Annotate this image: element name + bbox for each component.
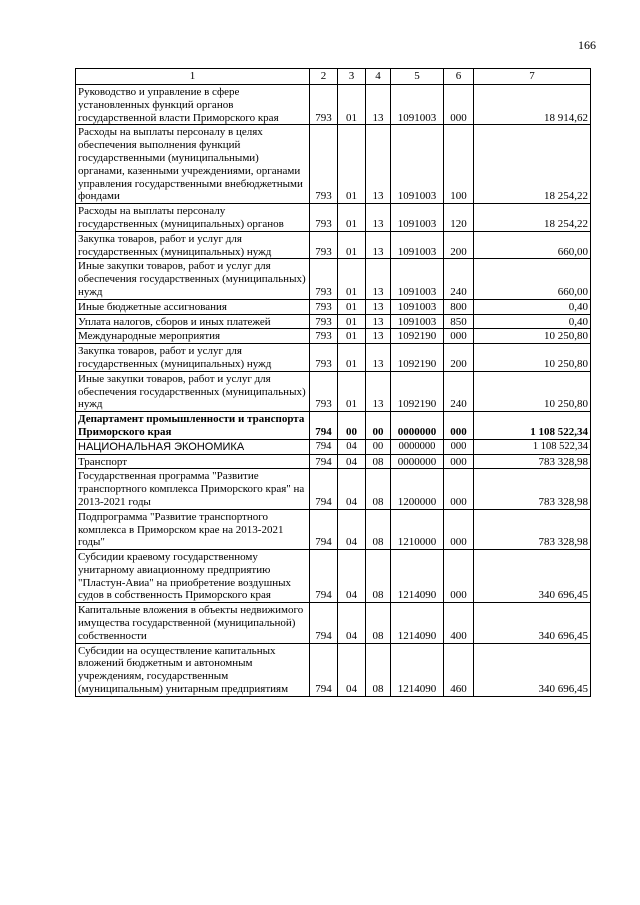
section-code-cell: 04 [338,603,366,643]
expense-type-cell: 240 [444,371,474,411]
section-code-cell: 01 [338,329,366,344]
target-article-cell: 1092190 [391,371,444,411]
target-article-cell: 1092190 [391,329,444,344]
subsection-code-cell: 00 [366,439,391,454]
item-name-cell: Иные закупки товаров, работ и услуг для обеспечения государственных (муниципальных) нужд [76,371,310,411]
amount-cell: 18 254,22 [474,204,591,232]
ministry-code-cell: 793 [310,259,338,299]
ministry-code-cell: 794 [310,412,338,440]
subsection-code-cell: 13 [366,299,391,314]
section-code-cell: 01 [338,204,366,232]
expense-type-cell: 100 [444,125,474,204]
target-article-cell: 1091003 [391,314,444,329]
amount-cell: 18 254,22 [474,125,591,204]
expense-type-cell: 120 [444,204,474,232]
header-cell: 1 [76,69,310,85]
section-code-cell: 01 [338,125,366,204]
target-article-cell: 1214090 [391,550,444,603]
header-row [76,69,591,85]
subsection-code-cell: 13 [366,371,391,411]
header-cell: 7 [474,69,591,85]
amount-cell: 783 328,98 [474,454,591,469]
expense-type-cell: 000 [444,469,474,509]
expense-type-cell: 000 [444,329,474,344]
section-code-cell: 04 [338,550,366,603]
subsection-code-cell: 13 [366,85,391,125]
expense-type-cell: 000 [444,85,474,125]
target-article-cell: 1091003 [391,231,444,259]
expense-type-cell: 400 [444,603,474,643]
subsection-code-cell: 08 [366,469,391,509]
header-cell: 4 [366,69,391,85]
target-article-cell: 1091003 [391,259,444,299]
section-code-cell: 01 [338,371,366,411]
section-code-cell: 01 [338,259,366,299]
target-article-cell: 1091003 [391,299,444,314]
table-row [76,371,591,411]
item-name-cell: Департамент промышленности и транспорта Приморского края [76,412,310,440]
target-article-cell: 1214090 [391,643,444,696]
ministry-code-cell: 793 [310,344,338,372]
amount-cell: 340 696,45 [474,550,591,603]
item-name-cell: НАЦИОНАЛЬНАЯ ЭКОНОМИКА [76,439,310,454]
table-row [76,509,591,549]
table-row [76,204,591,232]
header-cell: 2 [310,69,338,85]
subsection-code-cell: 08 [366,603,391,643]
item-name-cell: Закупка товаров, работ и услуг для государственных (муниципальных) нужд [76,344,310,372]
amount-cell: 783 328,98 [474,469,591,509]
ministry-code-cell: 794 [310,454,338,469]
ministry-code-cell: 793 [310,371,338,411]
table-row [76,469,591,509]
item-name-cell: Закупка товаров, работ и услуг для государственных (муниципальных) нужд [76,231,310,259]
amount-cell: 340 696,45 [474,603,591,643]
expense-type-cell: 000 [444,439,474,454]
subsection-code-cell: 08 [366,550,391,603]
table-row [76,125,591,204]
item-name-cell: Международные мероприятия [76,329,310,344]
amount-cell: 783 328,98 [474,509,591,549]
subsection-code-cell: 13 [366,344,391,372]
ministry-code-cell: 794 [310,603,338,643]
item-name-cell: Подпрограмма "Развитие транспортного комплекса в Приморском крае на 2013-2021 годы" [76,509,310,549]
section-code-cell: 01 [338,344,366,372]
expense-type-cell: 200 [444,344,474,372]
table-row [76,344,591,372]
table-row [76,314,591,329]
ministry-code-cell: 793 [310,329,338,344]
table-row [76,231,591,259]
target-article-cell: 1091003 [391,85,444,125]
table-row [76,299,591,314]
target-article-cell: 1214090 [391,603,444,643]
item-name-cell: Расходы на выплаты персоналу государственных (муниципальных) органов [76,204,310,232]
item-name-cell: Субсидии краевому государственному унитарному авиационному предприятию "Пластун-Авиа" на приобретение воздушных судов в собственность Приморского края [76,550,310,603]
item-name-cell: Субсидии на осуществление капитальных вложений бюджетным и автономным учреждениям, государственным (муниципальным) унитарным предприятиям [76,643,310,696]
subsection-code-cell: 13 [366,259,391,299]
amount-cell: 340 696,45 [474,643,591,696]
section-code-cell: 01 [338,299,366,314]
item-name-cell: Иные бюджетные ассигнования [76,299,310,314]
table-row [76,603,591,643]
target-article-cell: 1092190 [391,344,444,372]
header-cell: 6 [444,69,474,85]
item-name-cell: Расходы на выплаты персоналу в целях обеспечения выполнения функций государственными (муниципальными) органами, казенными учреждениями, органами управления государственными внебюджетными фондами [76,125,310,204]
item-name-cell: Государственная программа "Развитие транспортного комплекса Приморского края" на 2013-2021 годы [76,469,310,509]
section-code-cell: 01 [338,85,366,125]
ministry-code-cell: 793 [310,314,338,329]
expense-type-cell: 200 [444,231,474,259]
item-name-cell: Капитальные вложения в объекты недвижимого имущества государственной (муниципальной) собственности [76,603,310,643]
expense-type-cell: 000 [444,509,474,549]
ministry-code-cell: 794 [310,469,338,509]
target-article-cell: 0000000 [391,412,444,440]
page-number: 166 [578,38,596,52]
ministry-code-cell: 793 [310,125,338,204]
item-name-cell: Иные закупки товаров, работ и услуг для обеспечения государственных (муниципальных) нужд [76,259,310,299]
ministry-code-cell: 794 [310,439,338,454]
section-code-cell: 04 [338,439,366,454]
table-row [76,439,591,454]
table-row [76,412,591,440]
section-code-cell: 01 [338,231,366,259]
budget-table [75,68,591,697]
subsection-code-cell: 13 [366,125,391,204]
table-row [76,550,591,603]
ministry-code-cell: 793 [310,231,338,259]
target-article-cell: 0000000 [391,454,444,469]
table-row [76,85,591,125]
ministry-code-cell: 794 [310,509,338,549]
section-code-cell: 04 [338,469,366,509]
ministry-code-cell: 794 [310,550,338,603]
expense-type-cell: 000 [444,412,474,440]
subsection-code-cell: 13 [366,231,391,259]
amount-cell: 10 250,80 [474,371,591,411]
amount-cell: 0,40 [474,314,591,329]
target-article-cell: 1210000 [391,509,444,549]
header-cell: 5 [391,69,444,85]
section-code-cell: 04 [338,454,366,469]
item-name-cell: Руководство и управление в сфере установленных функций органов государственной власти Приморского края [76,85,310,125]
subsection-code-cell: 08 [366,509,391,549]
expense-type-cell: 800 [444,299,474,314]
subsection-code-cell: 00 [366,412,391,440]
section-code-cell: 04 [338,509,366,549]
amount-cell: 1 108 522,34 [474,439,591,454]
amount-cell: 18 914,62 [474,85,591,125]
target-article-cell: 1200000 [391,469,444,509]
subsection-code-cell: 08 [366,454,391,469]
table-row [76,329,591,344]
amount-cell: 10 250,80 [474,344,591,372]
subsection-code-cell: 08 [366,643,391,696]
expense-type-cell: 460 [444,643,474,696]
table-row [76,259,591,299]
item-name-cell: Уплата налогов, сборов и иных платежей [76,314,310,329]
amount-cell: 660,00 [474,259,591,299]
subsection-code-cell: 13 [366,329,391,344]
expense-type-cell: 000 [444,550,474,603]
ministry-code-cell: 794 [310,643,338,696]
expense-type-cell: 240 [444,259,474,299]
subsection-code-cell: 13 [366,314,391,329]
ministry-code-cell: 793 [310,299,338,314]
amount-cell: 0,40 [474,299,591,314]
amount-cell: 10 250,80 [474,329,591,344]
target-article-cell: 1091003 [391,204,444,232]
expense-type-cell: 000 [444,454,474,469]
section-code-cell: 00 [338,412,366,440]
subsection-code-cell: 13 [366,204,391,232]
table-row [76,454,591,469]
ministry-code-cell: 793 [310,85,338,125]
target-article-cell: 1091003 [391,125,444,204]
ministry-code-cell: 793 [310,204,338,232]
amount-cell: 660,00 [474,231,591,259]
item-name-cell: Транспорт [76,454,310,469]
section-code-cell: 04 [338,643,366,696]
amount-cell: 1 108 522,34 [474,412,591,440]
header-cell: 3 [338,69,366,85]
table-row [76,643,591,696]
expense-type-cell: 850 [444,314,474,329]
target-article-cell: 0000000 [391,439,444,454]
section-code-cell: 01 [338,314,366,329]
